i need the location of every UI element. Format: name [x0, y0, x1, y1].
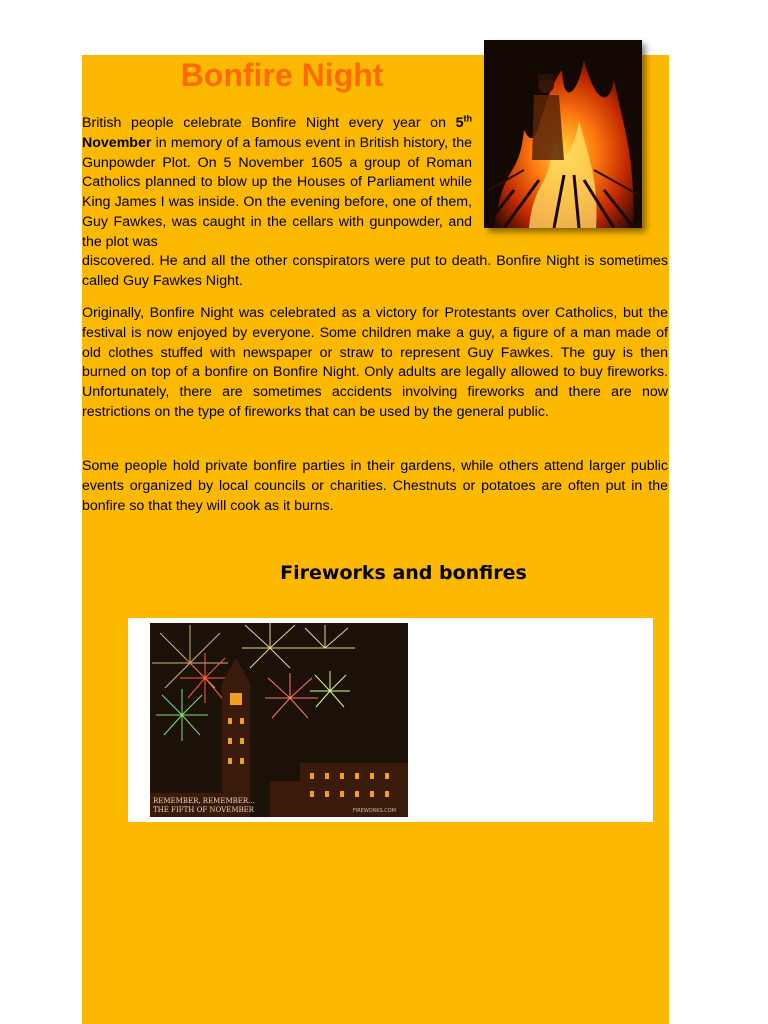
intro-paragraph-part1: British people celebrate Bonfire Night every year on 5th November in memory of a famous event in British history, the Gunpowder Plot. On 5 November 1605 a group of Roman Catholics planned to blow up the Houses of Parliament while King James I was inside. On the evening before, one of them, Guy Fawkes, was caught in the cellars with gunpowder, and the plot was	[82, 113, 472, 250]
intro-paragraph-part2: discovered. He and all the other conspirators were put to death. Bonfire Night is sometimes called Guy Fawkes Night.	[82, 253, 668, 289]
history-paragraph: Originally, Bonfire Night was celebrated as a victory for Protestants over Catholics, but the festival is now enjoyed by everyone. Some children make a guy, a figure of a man made of old clothes stuffed with newspaper or straw to represent Guy Fawkes. The guy is then burned on top of a bonfire on Bonfire Night. Only adults are legally allowed to buy fireworks. Unfortunately, there are sometimes accidents involving fireworks and there are now restrictions on the type of fireworks that can be used by the general public.	[82, 305, 668, 420]
bonfire-guy-photo	[484, 40, 642, 228]
fireworks-caption	[153, 797, 255, 815]
fireworks-illustration	[150, 623, 408, 817]
page-title: Bonfire Night	[180, 57, 384, 93]
bonfire-illustration	[484, 40, 642, 228]
caption-line-1: REMEMBER, REMEMBER...	[153, 797, 255, 805]
caption-line-2: THE FIFTH OF NOVEMBER	[153, 806, 255, 814]
section-subtitle: Fireworks and bonfires	[280, 562, 527, 584]
fireworks-photo	[150, 623, 408, 817]
image-credit: FIREWORKS.COM	[352, 808, 396, 814]
celebrations-paragraph: Some people hold private bonfire parties in their gardens, while others attend larger public events organized by local councils or charities. Chestnuts or potatoes are often put in the bonfire so that they will cook as it burns.	[82, 458, 668, 514]
